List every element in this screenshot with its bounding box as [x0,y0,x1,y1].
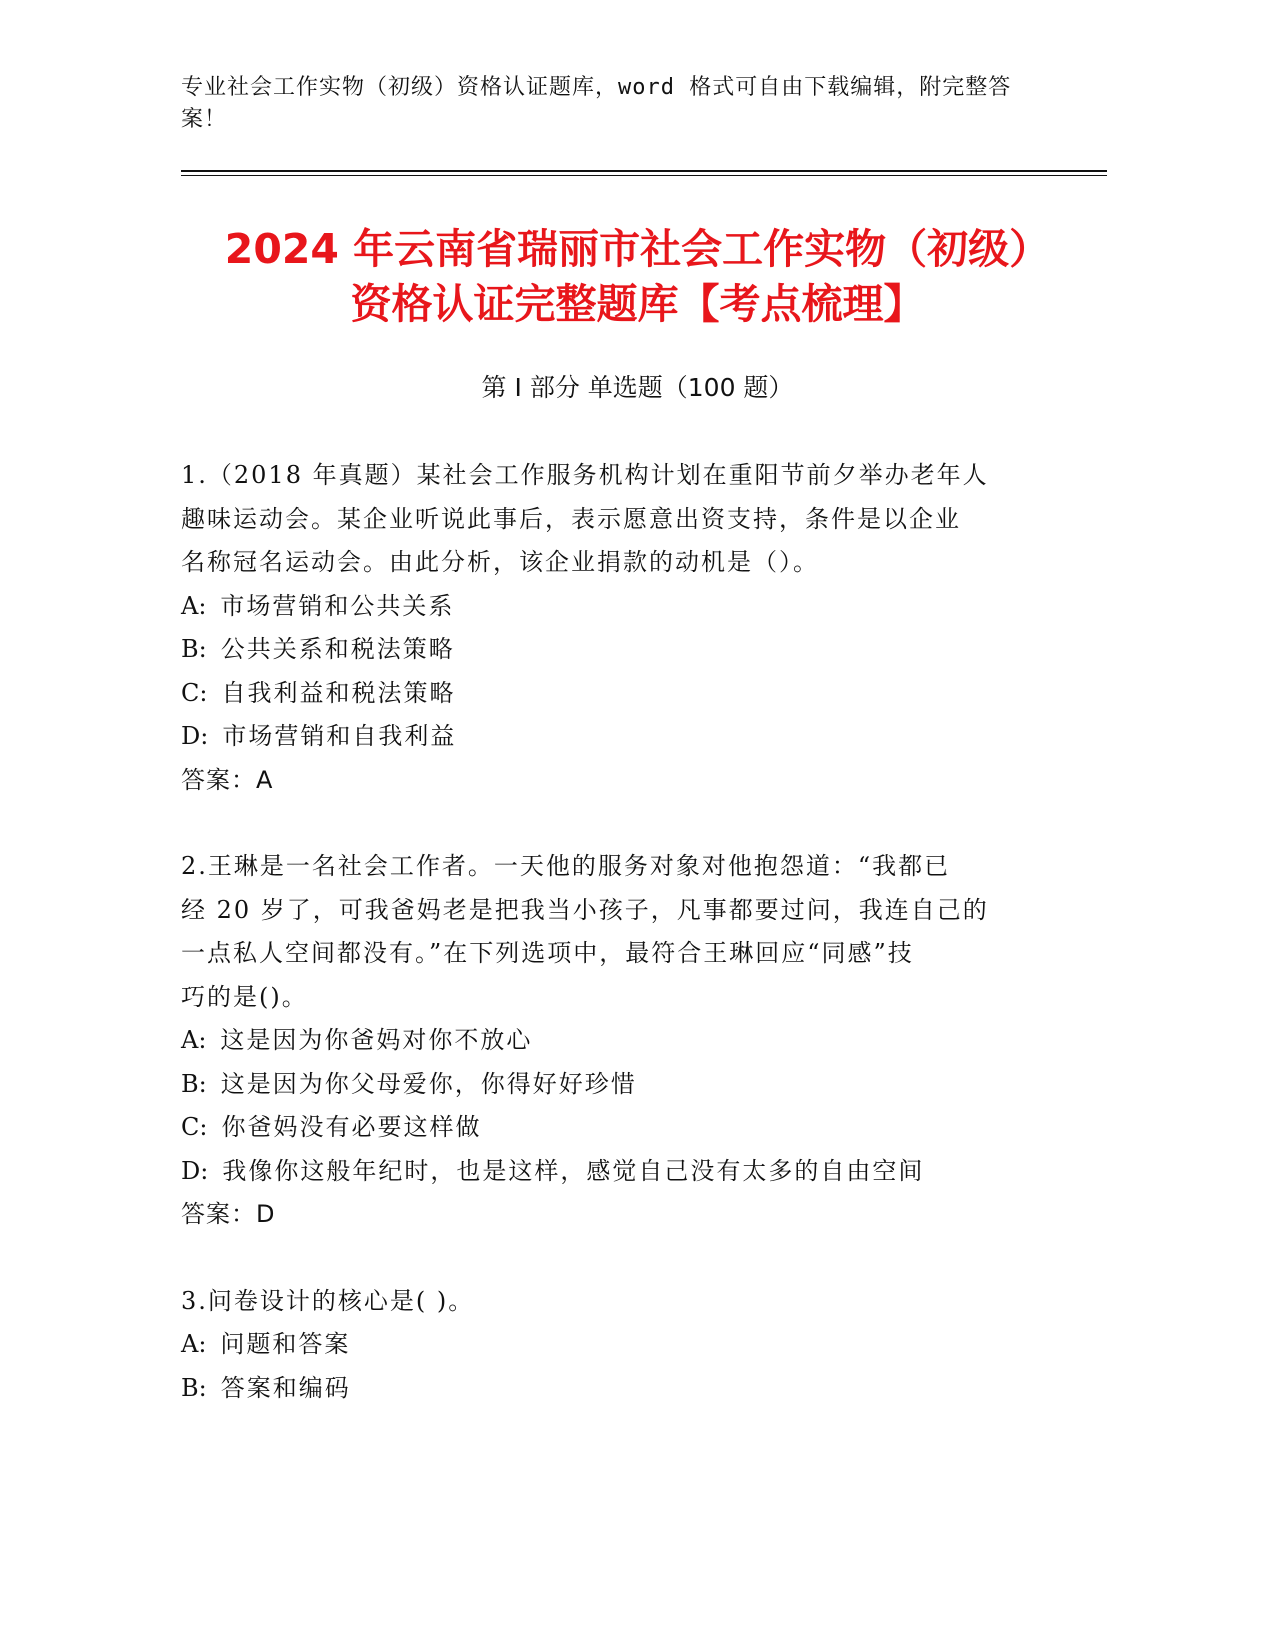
option-text: 自我利益和税法策略 [221,678,456,707]
question-stem-line: 一点私人空间都没有。”在下列选项中，最符合王琳回应“同感”技 [181,939,914,967]
option-text: 答案和编码 [220,1373,351,1402]
answer-option [181,672,1051,716]
answer-option [181,1150,1051,1194]
option-key: A: [181,1026,207,1054]
option-key: B: [181,635,207,663]
answer-option [181,585,1051,629]
option-text: 公共关系和税法策略 [220,635,455,663]
option-key: D: [181,722,209,750]
question-stem-line: 3.问卷设计的核心是( )。 [181,1286,475,1315]
header-divider [181,170,1107,172]
option-key: D: [181,1156,209,1185]
document-title-line: 2024 年云南省瑞丽市社会工作实物（初级） [224,225,1051,273]
option-key: B: [181,1069,207,1098]
option-key: C: [181,678,208,707]
question-stem-line: 经 20 岁了，可我爸妈老是把我当小孩子，凡事都要过问，我连自己的 [181,895,989,924]
answer-key: 答案：A [181,765,274,794]
answer-option [181,1019,1051,1063]
section-heading: 第 I 部分 单选题（100 题） [481,373,794,402]
option-text: 这是因为你父母爱你，你得好好珍惜 [220,1069,637,1098]
answer-key: 答案：D [181,1200,276,1228]
question-block [181,845,1051,1237]
question-stem-line: 2.王琳是一名社会工作者。一天他的服务对象对他抱怨道：“我都已 [181,852,951,880]
option-text: 我像你这般年纪时，也是这样，感觉自己没有太多的自由空间 [222,1156,925,1185]
option-text: 市场营销和自我利益 [222,722,457,750]
answer-option [181,715,1051,759]
answer-option [181,1367,1051,1411]
option-text: 这是因为你爸妈对你不放心 [220,1026,533,1054]
question-stem-line: 1.（2018 年真题）某社会工作服务机构计划在重阳节前夕举办老年人 [181,461,989,489]
option-key: C: [181,1113,208,1141]
document-title [150,222,1125,332]
header-note-line: 案！ [181,107,228,132]
question-block [181,1280,1051,1411]
header-divider-thin [181,175,1107,176]
question-list [181,454,1051,1453]
option-text: 市场营销和公共关系 [220,591,455,620]
header-note-line: 专业社会工作实物（初级）资格认证题库，word 格式可自由下载编辑，附完整答 [181,75,1012,100]
question-stem-line: 巧的是()。 [181,982,308,1011]
question-block [181,454,1051,802]
option-key: A: [181,1330,207,1358]
question-stem-line: 名称冠名运动会。由此分析，该企业捐款的动机是（）。 [181,548,819,576]
option-text: 问题和答案 [220,1330,351,1358]
answer-option [181,1063,1051,1107]
answer-option [181,628,1051,672]
header-note [181,72,1041,136]
document-title-line: 资格认证完整题库【考点梳理】 [350,280,925,328]
answer-option [181,1323,1051,1367]
option-key: B: [181,1373,207,1402]
option-text: 你爸妈没有必要这样做 [221,1113,482,1141]
answer-option [181,1106,1051,1150]
question-stem-line: 趣味运动会。某企业听说此事后，表示愿意出资支持，条件是以企业 [181,504,961,533]
option-key: A: [181,591,207,620]
